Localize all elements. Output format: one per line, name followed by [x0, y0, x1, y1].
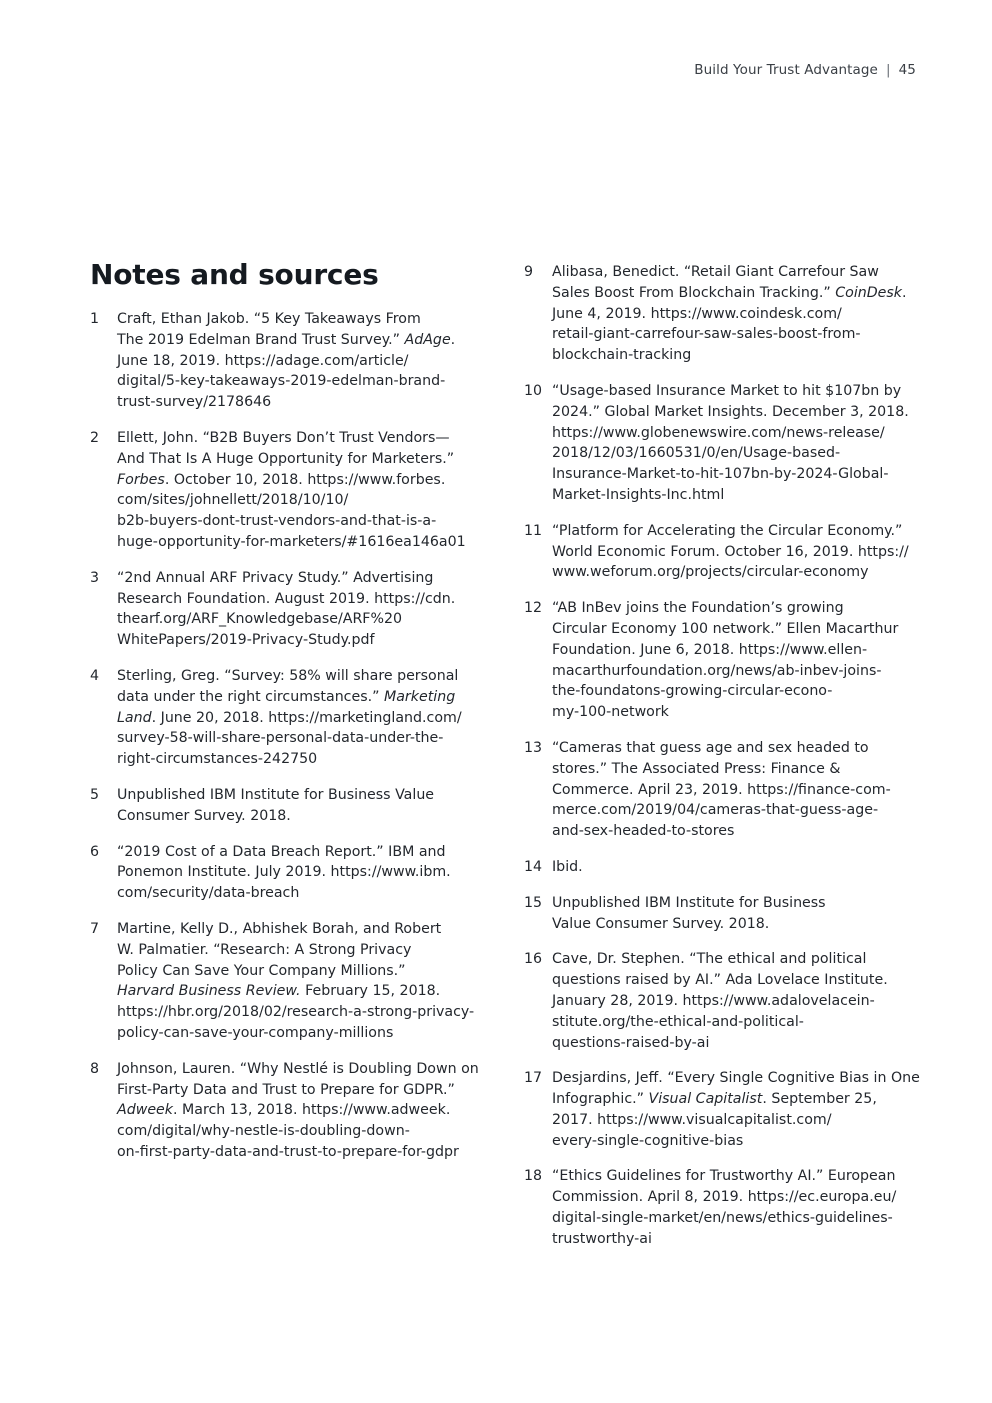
note-text: [117, 842, 490, 904]
note-text-part: “AB InBev joins the Foundation’s growing Circular Economy 100 network.” Ellen Macarthur Foundation. June 6, 2018. https://www.ellen- macarthurfoundation.org/news/ab-inbev-joins- the-foundatons-growing-circular-econo- my-100-network: [552, 600, 899, 721]
note-text-part: . June 4, 2019. https://www.coindesk.com/ retail-giant-carrefour-saw-sales-boost-from- blockchain-tracking: [552, 284, 907, 364]
note-number: 15: [524, 894, 543, 911]
note-item: [524, 381, 924, 506]
page-title: Notes and sources: [90, 258, 379, 291]
note-text: [552, 738, 924, 842]
note-source-title: AdAge: [404, 331, 451, 348]
note-text-part: . September 25, 2017. https://www.visualcapitalist.com/ every-single-cognitive-bias: [552, 1091, 877, 1149]
note-item: [90, 428, 490, 553]
note-item: [524, 738, 924, 842]
note-number: 11: [524, 522, 543, 539]
note-text-part: Craft, Ethan Jakob. “5 Key Takeaways From The 2019 Edelman Brand Trust Survey.”: [117, 311, 421, 348]
note-text-part: “Platform for Accelerating the Circular Economy.” World Economic Forum. October 16, 2019. https:// www.weforum.org/projects/circular-economy: [552, 522, 909, 581]
note-text-part: Desjardins, Jeff. “Every Single Cognitive Bias in One Infographic.”: [552, 1070, 920, 1108]
note-text: [117, 785, 490, 827]
note-text: [117, 568, 490, 651]
note-number: 18: [524, 1168, 543, 1185]
note-text: [117, 666, 490, 770]
note-text-part: February 15, 2018. https://hbr.org/2018/02/research-a-strong-privacy- policy-can-save-your-company-millions: [117, 983, 475, 1041]
note-text-part: . March 13, 2018. https://www.adweek. com/digital/why-nestle-is-doubling-down- on-first-party-data-and-trust-to-prepare-for-gdpr: [117, 1102, 459, 1160]
note-text: [552, 893, 924, 935]
notes-column-right: [524, 262, 924, 1265]
note-item: [524, 262, 924, 366]
note-source-title: Harvard Business Review.: [117, 983, 301, 1000]
note-text: [117, 1059, 490, 1163]
note-item: [524, 857, 924, 878]
note-text: [552, 857, 924, 878]
note-number: 2: [90, 429, 100, 446]
note-text-part: Martine, Kelly D., Abhishek Borah, and Robert W. Palmatier. “Research: A Strong Privacy Policy Can Save Your Company Millions.”: [117, 920, 442, 979]
note-number: 3: [90, 569, 100, 586]
note-source-title: Marketing Land: [117, 688, 456, 726]
note-number: 1: [90, 311, 100, 327]
note-number: 13: [524, 739, 543, 756]
note-item: [524, 893, 924, 935]
note-number: 14: [524, 858, 543, 875]
note-item: [524, 598, 924, 723]
note-text-part: Johnson, Lauren. “Why Nestlé is Doubling Down on First-Party Data and Trust to Prepare for GDPR.”: [117, 1060, 479, 1098]
note-text: [552, 262, 924, 366]
note-number: 6: [90, 843, 100, 860]
notes-column-left: [90, 309, 490, 1178]
note-text-part: Unpublished IBM Institute for Business Value Consumer Survey. 2018.: [117, 786, 435, 824]
note-item: [524, 521, 924, 583]
note-number: 7: [90, 920, 100, 937]
note-item: [90, 785, 490, 827]
note-number: 17: [524, 1070, 543, 1087]
note-text: [117, 309, 490, 413]
note-text-part: “2nd Annual ARF Privacy Study.” Advertising Research Foundation. August 2019. https://cdn. thearf.org/ARF_Knowledgebase/ARF%20 WhitePapers/2019-Privacy-Study.pdf: [117, 569, 456, 649]
note-text-part: Alibasa, Benedict. “Retail Giant Carrefour Saw Sales Boost From Blockchain Tracking.”: [552, 264, 879, 301]
note-text: [552, 521, 924, 583]
note-text-part: “Usage-based Insurance Market to hit $107bn by 2024.” Global Market Insights. December 3, 2018. https://www.globenewswire.com/news-release/ 2018/12/03/1660531/0/en/Usage-based- Insurance-Market-to-hit-107bn-by-2024-Global- Market-Insights-Inc.html: [552, 382, 909, 503]
note-item: [90, 842, 490, 904]
note-source-title: Forbes: [117, 471, 165, 488]
note-number: 5: [90, 786, 100, 803]
note-item: [524, 1068, 924, 1151]
note-text: [552, 1166, 924, 1249]
note-item: [524, 1166, 924, 1249]
note-text: [552, 598, 924, 723]
note-text-part: Ellett, John. “B2B Buyers Don’t Trust Vendors— And That Is A Huge Opportunity for Marketers.”: [117, 429, 455, 467]
note-item: [524, 949, 924, 1053]
note-text-part: Sterling, Greg. “Survey: 58% will share personal data under the right circumstances.”: [117, 667, 459, 705]
page-number: 45: [898, 62, 916, 78]
note-item: [90, 919, 490, 1044]
note-number: 8: [90, 1060, 100, 1077]
note-text-part: “Cameras that guess age and sex headed to stores.” The Associated Press: Finance & Commerce. April 23, 2019. https://finance-com- merce.com/2019/04/cameras-that-guess-age- and-sex-headed-to-stores: [552, 739, 891, 840]
note-item: [90, 568, 490, 651]
note-source-title: CoinDesk: [835, 284, 903, 301]
note-text-part: . June 18, 2019. https://adage.com/article/ digital/5-key-takeaways-2019-edelman-brand- trust-survey/2178646: [117, 331, 456, 411]
note-number: 16: [524, 951, 543, 968]
note-text: [117, 919, 490, 1044]
note-text-part: . October 10, 2018. https://www.forbes. com/sites/johnellett/2018/10/10/ b2b-buyers-dont-trust-vendors-and-that-is-a- huge-opportunity-for-marketers/#1616ea146a01: [117, 471, 466, 550]
note-number: 10: [524, 382, 543, 399]
note-text-part: Ibid.: [552, 858, 583, 875]
note-number: 9: [524, 264, 534, 280]
note-number: 12: [524, 600, 543, 617]
header-separator: |: [885, 62, 891, 78]
note-source-title: Adweek: [117, 1102, 173, 1119]
note-text: [552, 949, 924, 1053]
running-header: [694, 62, 916, 78]
note-text: [552, 1068, 924, 1151]
note-text-part: “2019 Cost of a Data Breach Report.” IBM and Ponemon Institute. July 2019. https://www.ibm. com/security/data-breach: [117, 843, 451, 902]
note-item: [90, 1059, 490, 1163]
note-text-part: Cave, Dr. Stephen. “The ethical and political questions raised by AI.” Ada Lovelace Institute. January 28, 2019. https://www.adalovelacein- stitute.org/the-ethical-and-political- questions-raised-by-ai: [552, 951, 888, 1051]
running-title: Build Your Trust Advantage: [694, 62, 878, 78]
note-item: [90, 666, 490, 770]
note-item: [90, 309, 490, 413]
note-text: [552, 381, 924, 506]
note-text-part: “Ethics Guidelines for Trustworthy AI.” European Commission. April 8, 2019. https://ec.europa.eu/ digital-single-market/en/news/ethics-guidelines- trustworthy-ai: [552, 1168, 897, 1247]
note-text: [117, 428, 490, 553]
note-text-part: . June 20, 2018. https://marketingland.com/ survey-58-will-share-personal-data-under-the- right-circumstances-242750: [117, 709, 462, 768]
note-text-part: Unpublished IBM Institute for Business Value Consumer Survey. 2018.: [552, 894, 826, 932]
note-source-title: Visual Capitalist: [648, 1091, 763, 1108]
note-number: 4: [90, 667, 100, 684]
